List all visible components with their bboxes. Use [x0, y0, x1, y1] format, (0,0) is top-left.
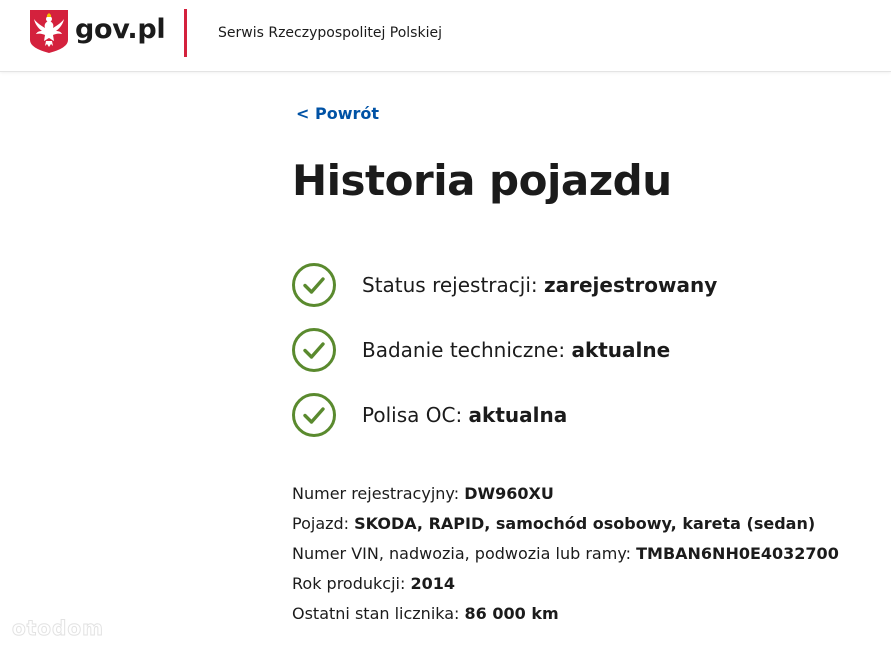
info-production-year [292, 574, 455, 593]
polish-eagle-logo-icon[interactable] [30, 10, 68, 53]
info-value: DW960XU [464, 484, 554, 503]
info-label: Rok produkcji: [292, 574, 406, 593]
info-value: TMBAN6NH0E4032700 [636, 544, 839, 563]
site-header [0, 0, 891, 72]
check-circle-icon [292, 393, 336, 437]
info-label: Numer VIN, nadwozia, podwozia lub ramy: [292, 544, 632, 563]
info-value: 86 000 km [464, 604, 559, 623]
status-value: aktualne [571, 338, 671, 362]
info-vehicle [292, 514, 815, 533]
info-vin [292, 544, 839, 563]
status-row-insurance [292, 392, 567, 438]
header-divider [184, 9, 187, 57]
status-text [362, 273, 717, 297]
back-link[interactable]: < Powrót [296, 104, 380, 123]
info-registration-number [292, 484, 554, 503]
status-label: Polisa OC: [362, 403, 463, 427]
info-label: Ostatni stan licznika: [292, 604, 460, 623]
info-label: Numer rejestracyjny: [292, 484, 460, 503]
info-odometer [292, 604, 559, 623]
brand-name[interactable]: gov.pl [75, 14, 166, 45]
status-value: aktualna [468, 403, 568, 427]
status-label: Status rejestracji: [362, 273, 538, 297]
info-value: 2014 [410, 574, 455, 593]
status-row-registration [292, 262, 717, 308]
page-title: Historia pojazdu [292, 156, 672, 205]
watermark: otodom [12, 616, 104, 640]
status-label: Badanie techniczne: [362, 338, 566, 362]
status-row-inspection [292, 327, 670, 373]
info-value: SKODA, RAPID, samochód osobowy, kareta (sedan) [354, 514, 816, 533]
status-value: zarejestrowany [543, 273, 718, 297]
check-circle-icon [292, 263, 336, 307]
status-text [362, 403, 567, 427]
service-name: Serwis Rzeczypospolitej Polskiej [218, 25, 442, 41]
check-circle-icon [292, 328, 336, 372]
info-label: Pojazd: [292, 514, 350, 533]
status-text [362, 338, 670, 362]
